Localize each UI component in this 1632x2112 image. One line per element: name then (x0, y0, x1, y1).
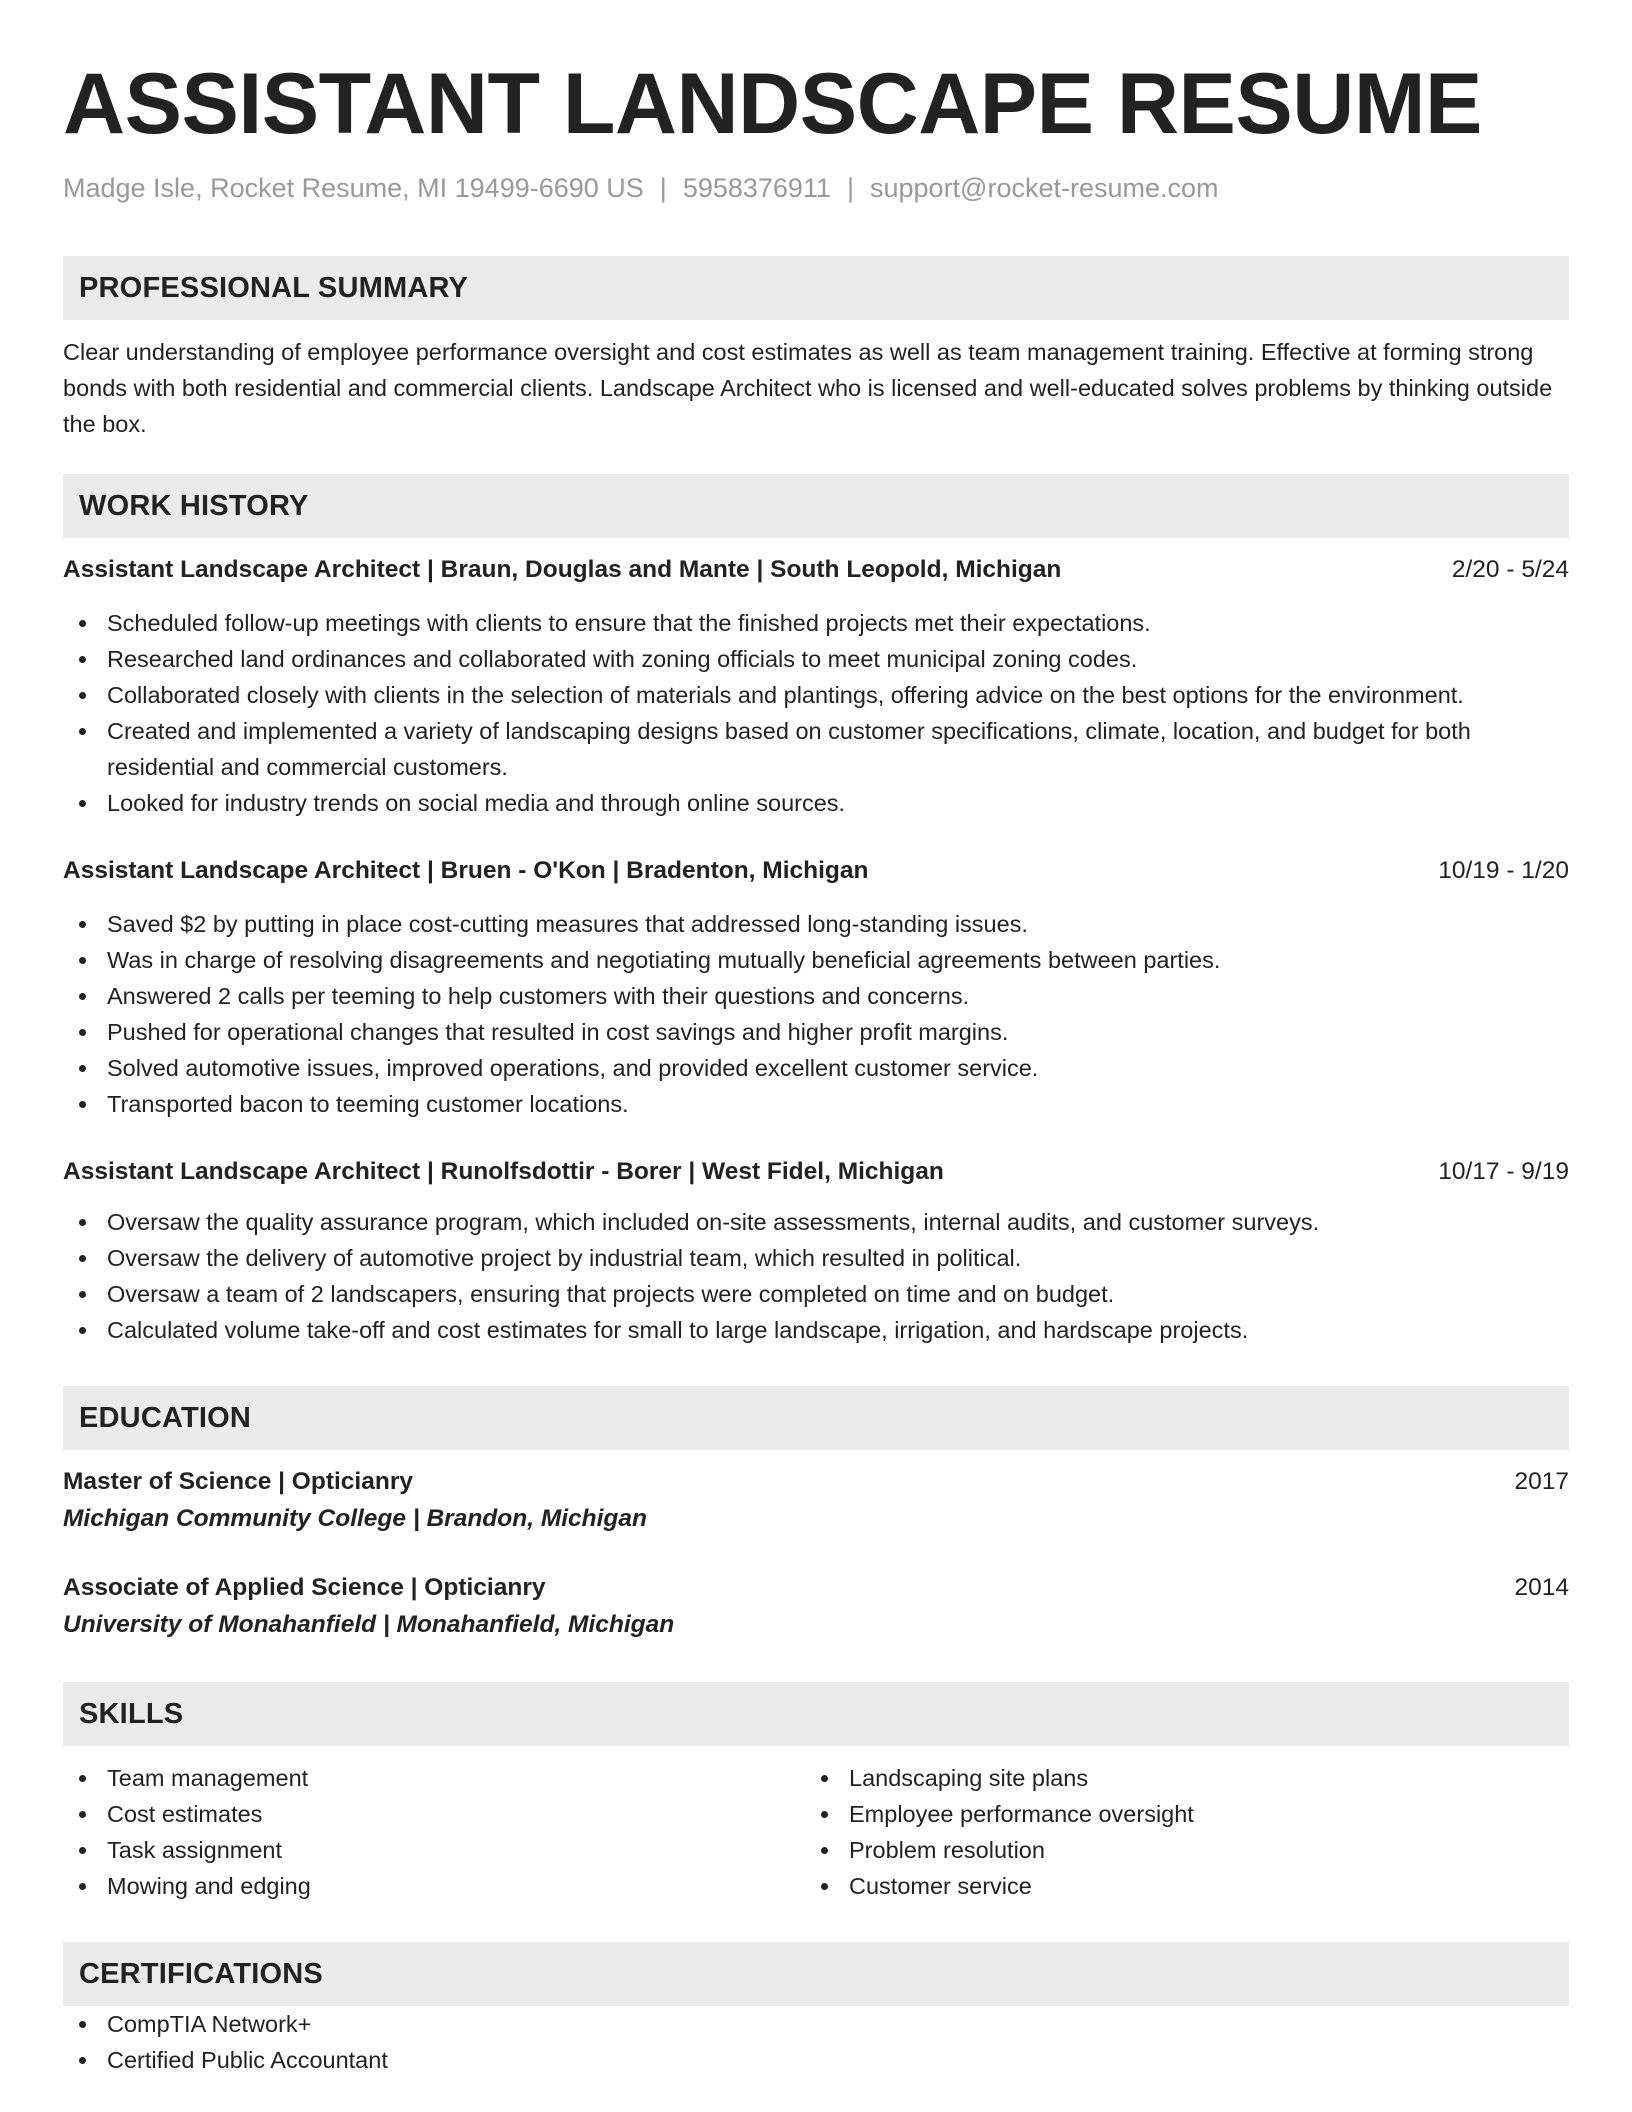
section-heading-summary: PROFESSIONAL SUMMARY (63, 256, 1569, 320)
contact-separator: | (846, 173, 854, 203)
skill-item: Mowing and edging (63, 1868, 805, 1904)
job-bullet: Calculated volume take-off and cost estimates for small to large landscape, irrigation, and hardscape projects. (63, 1312, 1569, 1348)
job-bullet: Transported bacon to teeming customer locations. (63, 1086, 1569, 1122)
job-bullet: Pushed for operational changes that resulted in cost savings and higher profit margins. (63, 1014, 1569, 1050)
section-heading-education: EDUCATION (63, 1386, 1569, 1450)
job-entry (63, 853, 1569, 1122)
skill-item: Landscaping site plans (805, 1760, 1547, 1796)
skills-column-left (63, 1760, 805, 1904)
job-bullet: Oversaw the quality assurance program, which included on-site assessments, internal audits, and customer surveys. (63, 1204, 1569, 1240)
job-dates: 2/20 - 5/24 (1451, 556, 1569, 583)
job-entry (63, 552, 1569, 821)
job-bullet: Saved $2 by putting in place cost-cutting measures that addressed long-standing issues. (63, 906, 1569, 942)
skill-item: Team management (63, 1760, 805, 1796)
skill-item: Task assignment (63, 1832, 805, 1868)
job-title: Assistant Landscape Architect | Braun, Douglas and Mante | South Leopold, Michigan (63, 556, 1062, 583)
skills-column-right (805, 1760, 1547, 1904)
job-bullets (63, 605, 1569, 821)
job-dates: 10/17 - 9/19 (1438, 1158, 1569, 1185)
resume-title: ASSISTANT LANDSCAPE RESUME (63, 56, 1482, 152)
section-heading-work-history: WORK HISTORY (63, 474, 1569, 538)
skills-grid (63, 1760, 1569, 1904)
job-bullets (63, 906, 1569, 1122)
education-school: Michigan Community College | Brandon, Michigan (63, 1505, 647, 1532)
job-bullet: Answered 2 calls per teeming to help customers with their questions and concerns. (63, 978, 1569, 1014)
contact-phone: 5958376911 (682, 173, 831, 203)
certifications-list (63, 2006, 1569, 2078)
job-header (63, 1154, 1569, 1190)
job-entry (63, 1154, 1569, 1348)
job-bullet: Looked for industry trends on social media and through online sources. (63, 785, 1569, 821)
contact-address: Madge Isle, Rocket Resume, MI 19499-6690 US (63, 173, 644, 203)
skill-item: Employee performance oversight (805, 1796, 1547, 1832)
education-school: University of Monahanfield | Monahanfield, Michigan (63, 1611, 675, 1638)
job-dates: 10/19 - 1/20 (1438, 857, 1569, 884)
education-header (63, 1570, 1569, 1606)
skill-item: Customer service (805, 1868, 1547, 1904)
education-header (63, 1464, 1569, 1500)
job-bullet: Was in charge of resolving disagreements and negotiating mutually beneficial agreements between parties. (63, 942, 1569, 978)
education-year: 2014 (1514, 1574, 1569, 1601)
education-degree: Associate of Applied Science | Opticianry (63, 1574, 546, 1601)
job-header (63, 552, 1569, 588)
contact-email: support@rocket-resume.com (870, 173, 1219, 203)
education-degree: Master of Science | Opticianry (63, 1468, 413, 1495)
job-bullets (63, 1204, 1569, 1348)
contact-line (63, 170, 1569, 206)
job-header (63, 853, 1569, 889)
education-entry (63, 1464, 1569, 1538)
contact-separator: | (659, 173, 667, 203)
skill-item: Problem resolution (805, 1832, 1547, 1868)
education-entry (63, 1570, 1569, 1644)
job-bullet: Created and implemented a variety of landscaping designs based on customer specifications, climate, location, and budget for both residential and commercial customers. (63, 713, 1569, 785)
job-bullet: Researched land ordinances and collaborated with zoning officials to meet municipal zoning codes. (63, 641, 1569, 677)
section-heading-certifications: CERTIFICATIONS (63, 1942, 1569, 2006)
skill-item: Cost estimates (63, 1796, 805, 1832)
summary-text: Clear understanding of employee performance oversight and cost estimates as well as team management training. Effective at forming strong bonds with both residential and commercial clients. Landscape Architect who is licensed and well-educated solves problems by thinking outside the box. (63, 339, 1553, 437)
job-bullet: Oversaw a team of 2 landscapers, ensuring that projects were completed on time and on budget. (63, 1276, 1569, 1312)
job-title: Assistant Landscape Architect | Bruen - O'Kon | Bradenton, Michigan (63, 857, 869, 884)
certification-item: Certified Public Accountant (63, 2042, 1569, 2078)
job-bullet: Solved automotive issues, improved operations, and provided excellent customer service. (63, 1050, 1569, 1086)
job-bullet: Collaborated closely with clients in the selection of materials and plantings, offering advice on the best options for the environment. (63, 677, 1569, 713)
section-heading-skills: SKILLS (63, 1682, 1569, 1746)
job-bullet: Oversaw the delivery of automotive project by industrial team, which resulted in political. (63, 1240, 1569, 1276)
education-year: 2017 (1514, 1468, 1569, 1495)
certification-item: CompTIA Network+ (63, 2006, 1569, 2042)
job-title: Assistant Landscape Architect | Runolfsdottir - Borer | West Fidel, Michigan (63, 1158, 944, 1185)
job-bullet: Scheduled follow-up meetings with clients to ensure that the finished projects met their expectations. (63, 605, 1569, 641)
